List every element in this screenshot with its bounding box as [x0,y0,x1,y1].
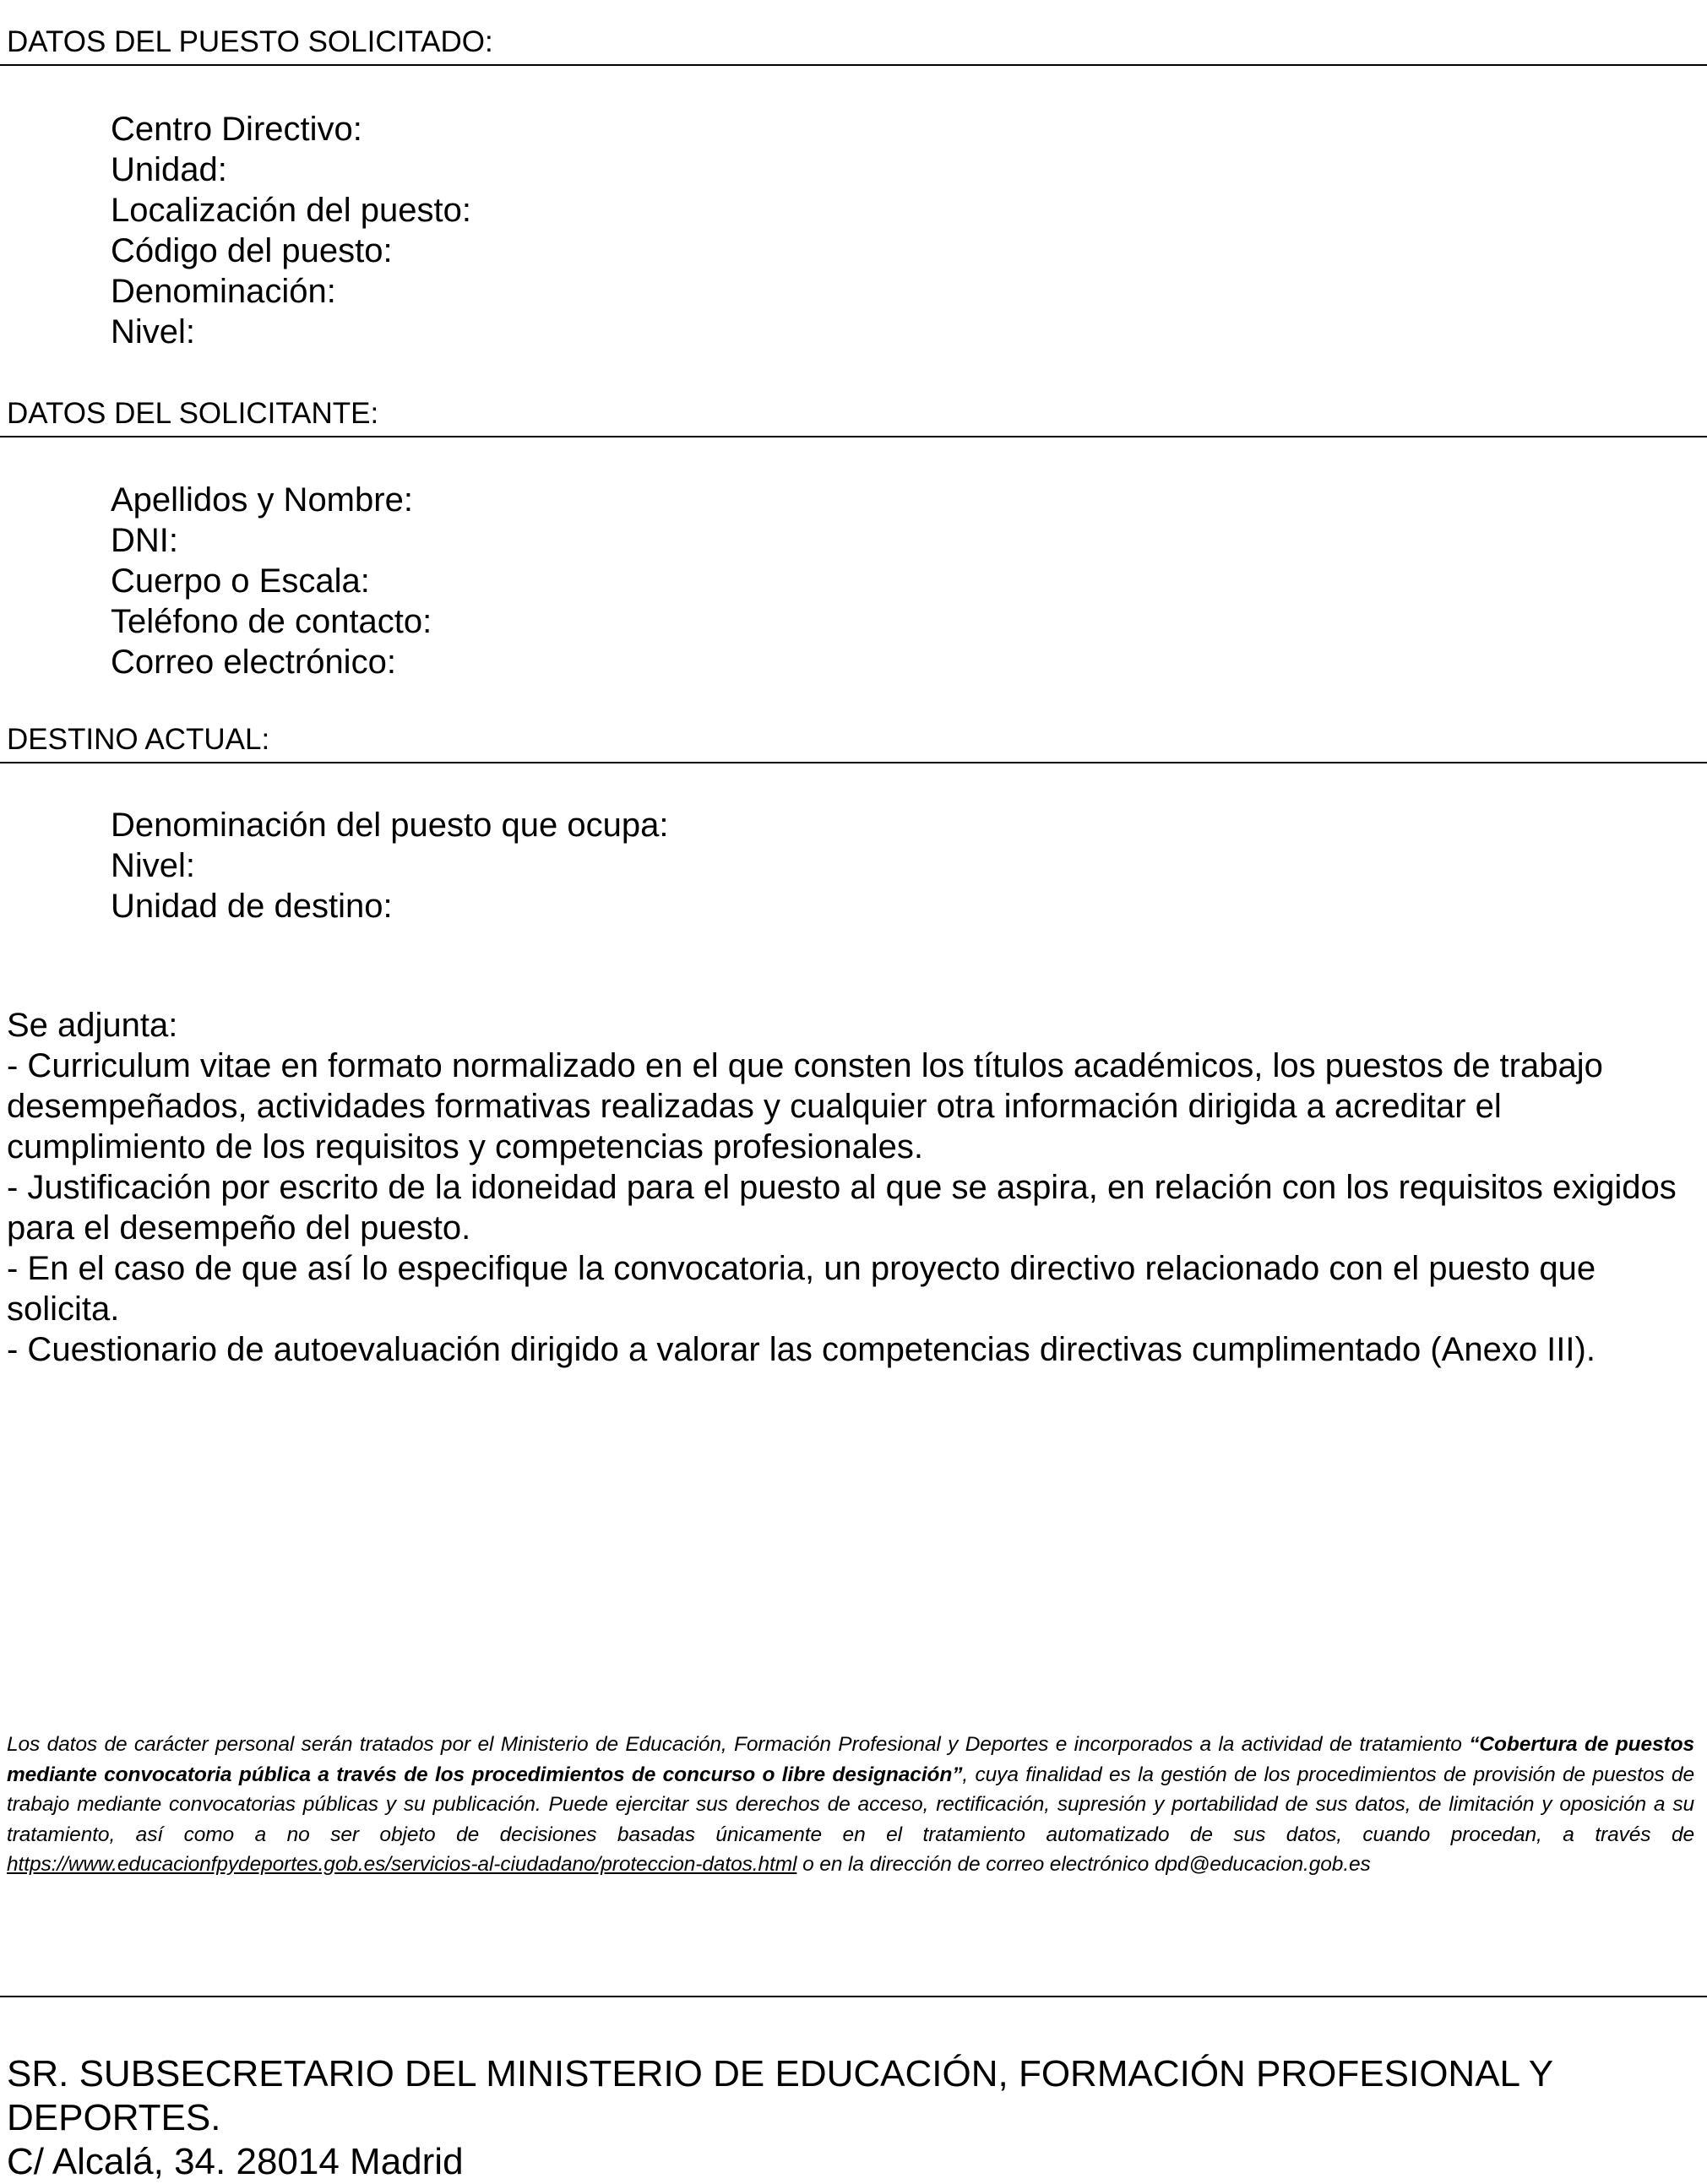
section-title-puesto: DATOS DEL PUESTO SOLICITADO: [7,25,493,58]
addressee-title: SR. SUBSECRETARIO DEL MINISTERIO DE EDUCACIÓN, FORMACIÓN PROFESIONAL Y DEPORTES. [7,2053,1553,2138]
footer-divider [0,1996,1707,1997]
field-telefono: Teléfono de contacto: [111,603,432,640]
section-divider-destino [0,762,1707,763]
field-apellidos-nombre: Apellidos y Nombre: [111,481,413,519]
field-denominacion-ocupa: Denominación del puesto que ocupa: [111,807,669,844]
field-unidad-destino: Unidad de destino: [111,888,393,925]
field-nivel: Nivel: [111,313,196,350]
field-centro-directivo: Centro Directivo: [111,111,362,148]
field-cuerpo-escala: Cuerpo o Escala: [111,562,370,600]
field-nivel-actual: Nivel: [111,847,196,884]
attachments-heading: Se adjunta: [7,1007,178,1044]
field-denominacion: Denominación: [111,273,336,310]
field-localizacion: Localización del puesto: [111,192,471,229]
fields-solicitante [111,480,432,682]
privacy-link[interactable]: https://www.educacionfpydeportes.gob.es/servicios-al-ciudadano/proteccion-datos.html [7,1853,797,1876]
privacy-notice [7,1730,1694,1880]
section-title-solicitante: DATOS DEL SOLICITANTE: [7,397,379,430]
privacy-body: , cuya finalidad es la gestión de los procedimientos de provisión de puestos de trabajo mediante convocatorias públicas y su publicación. Puede ejercitar sus derechos de acceso, rectificación, supresión y portabilidad de sus datos, de limitación y oposición a su tratamiento, así como a no ser objeto de decisiones basadas únicamente en el tratamiento automatizado de sus datos, cuando procedan, a través de [7,1763,1694,1846]
attachment-item: - Curriculum vitae en formato normalizado en el que consten los títulos académicos, los puestos de trabajo desempeñados, actividades formativas realizadas y cualquier otra información dirigida a acreditar el cumplimiento de los requisitos y competencias profesionales. [7,1047,1603,1165]
attachment-item: - En el caso de que así lo especifique la convocatoria, un proyecto directivo relacionado con el puesto que solicita. [7,1250,1596,1328]
section-divider-solicitante [0,436,1707,437]
field-unidad: Unidad: [111,151,227,188]
privacy-activity: “Cobertura de puestos mediante convocatoria pública a través de los procedimientos de concurso o libre designación” [7,1733,1695,1786]
field-codigo-puesto: Código del puesto: [111,232,393,269]
privacy-intro: Los datos de carácter personal serán tratados por el Ministerio de Educación, Formación Profesional y Deportes e incorporados a la actividad de tratamiento [7,1733,1470,1756]
attachment-item: - Justificación por escrito de la idoneidad para el puesto al que se aspira, en relación con los requisitos exigidos para el desempeño del puesto. [7,1169,1677,1247]
field-dni: DNI: [111,522,178,559]
addressee-address: C/ Alcalá, 34. 28014 Madrid [7,2141,464,2182]
attachment-item: - Cuestionario de autoevaluación dirigido a valorar las competencias directivas cumplimentado (Anexo III). [7,1331,1596,1368]
fields-puesto [111,109,471,352]
section-divider-puesto [0,64,1707,66]
attachments-block [7,1005,1688,1370]
field-correo: Correo electrónico: [111,644,396,681]
privacy-outro: o en la dirección de correo electrónico dpd@educacion.gob.es [796,1853,1371,1876]
fields-destino [111,805,668,926]
section-title-destino: DESTINO ACTUAL: [7,723,270,756]
addressee-block [7,2052,1696,2184]
